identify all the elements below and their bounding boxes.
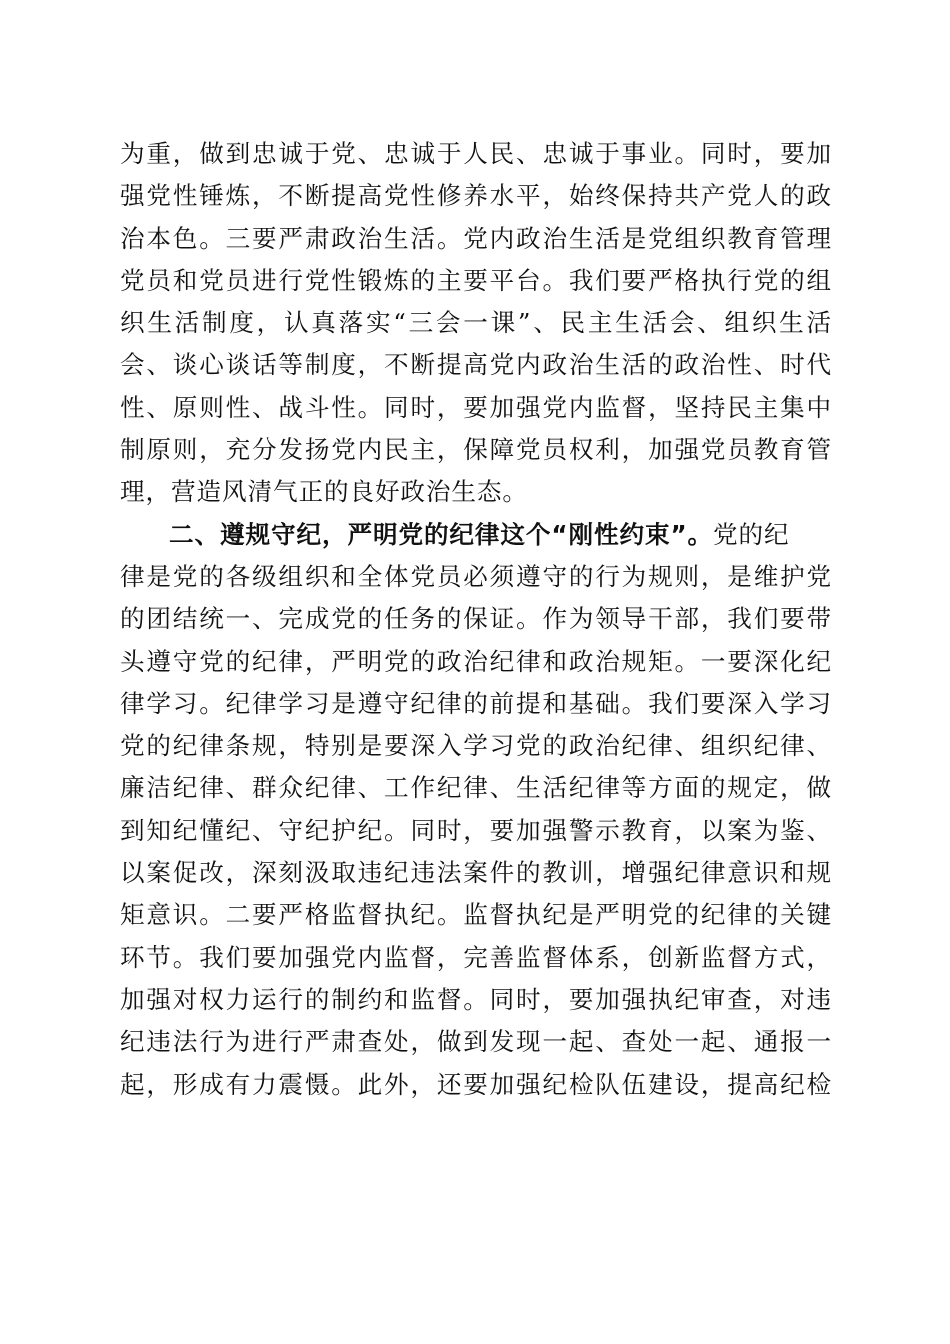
paragraph-2-line: 律学习。纪律学习是遵守纪律的前提和基础。我们要深入学习 (120, 688, 832, 718)
paragraph-2-line: 矩意识。二要严格监督执纪。监督执纪是严明党的纪律的关键 (120, 900, 832, 930)
paragraph-1-line: 制原则，充分发扬党内民主，保障党员权利，加强党员教育管 (120, 435, 832, 465)
paragraph-2-line: 纪违法行为进行严肃查处，做到发现一起、查处一起、通报一 (120, 1027, 832, 1057)
paragraph-1-line: 理，营造风清气正的良好政治生态。 (120, 477, 528, 507)
paragraph-1-line: 强党性锤炼，不断提高党性修养水平，始终保持共产党人的政 (120, 181, 832, 211)
paragraph-1-line: 治本色。三要严肃政治生活。党内政治生活是党组织教育管理 (120, 223, 832, 253)
paragraph-2-line: 律是党的各级组织和全体党员必须遵守的行为规则，是维护党 (120, 561, 832, 591)
paragraph-2-first-line (120, 514, 832, 556)
paragraph-2-first-tail: 党的纪 (713, 519, 790, 549)
paragraph-1-line: 党员和党员进行党性锻炼的主要平台。我们要严格执行党的组 (120, 265, 832, 295)
paragraph-2-line: 头遵守党的纪律，严明党的政治纪律和政治规矩。一要深化纪 (120, 646, 832, 676)
paragraph-1-line: 会、谈心谈话等制度，不断提高党内政治生活的政治性、时代 (120, 350, 832, 380)
paragraph-2-line: 党的纪律条规，特别是要深入学习党的政治纪律、组织纪律、 (120, 731, 832, 761)
paragraph-2-line: 廉洁纪律、群众纪律、工作纪律、生活纪律等方面的规定，做 (120, 773, 832, 803)
paragraph-2-line: 起，形成有力震慑。此外，还要加强纪检队伍建设，提高纪检 (120, 1069, 832, 1099)
paragraph-2-line: 到知纪懂纪、守纪护纪。同时，要加强警示教育，以案为鉴、 (120, 815, 832, 845)
paragraph-2-line: 加强对权力运行的制约和监督。同时，要加强执纪审查，对违 (120, 984, 832, 1014)
paragraph-1-line: 织生活制度，认真落实“三会一课”、民主生活会、组织生活 (120, 308, 832, 338)
paragraph-2-line: 的团结统一、完成党的任务的保证。作为领导干部，我们要带 (120, 604, 832, 634)
section-heading: 二、遵规守纪，严明党的纪律这个“刚性约束”。 (169, 519, 714, 549)
paragraph-2-line: 以案促改，深刻汲取违纪违法案件的教训，增强纪律意识和规 (120, 858, 832, 888)
paragraph-1-line: 为重，做到忠诚于党、忠诚于人民、忠诚于事业。同时，要加 (120, 139, 832, 168)
paragraph-2-line: 环节。我们要加强党内监督，完善监督体系，创新监督方式， (120, 942, 832, 972)
body-text (120, 133, 832, 1106)
paragraph-1-line: 性、原则性、战斗性。同时，要加强党内监督，坚持民主集中 (120, 392, 832, 422)
